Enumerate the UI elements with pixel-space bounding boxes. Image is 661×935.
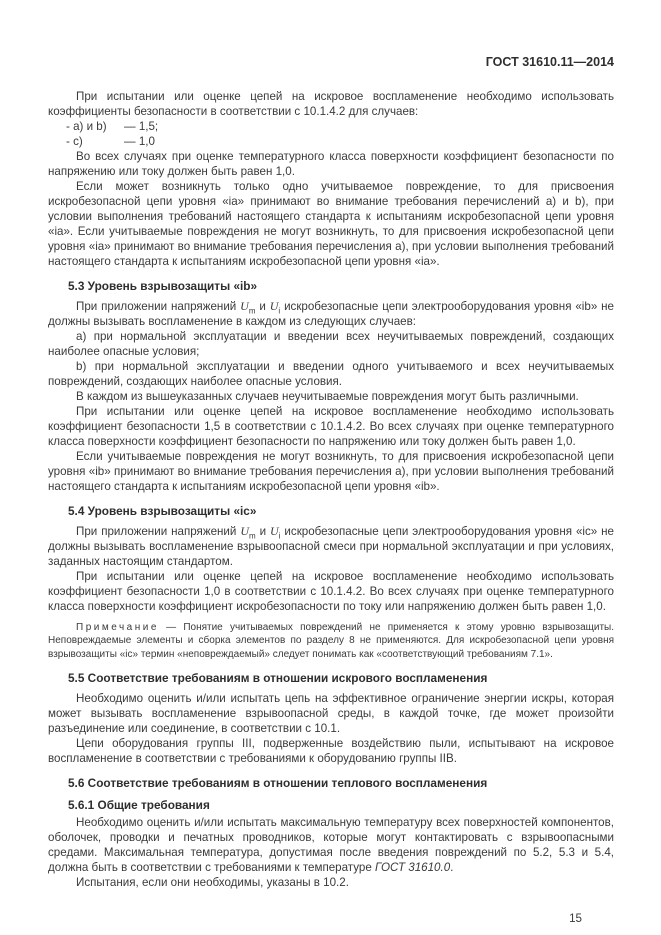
text-run: Если может возникнуть только одно учитываемое повреждение, то для присвоения искробезопасной цепи уровня «ia» принимают во внимание требования перечислений a) и b), при условии выполнения требований настоящего стандарта к испытаниям искробезопасной цепи уровня «ia». Если учитываемые повреждения не могут возникнуть, то для присвоения искробезопасной цепи уровня «ia» принимают во внимание требования перечисления a), при условии выполнения требований настоящего стандарта к испытаниям искробезопасной цепи уровня «ia». (48, 180, 614, 268)
formula-variable: $U_m$ (240, 524, 256, 541)
safety-factor-row (48, 134, 614, 149)
note-paragraph (48, 621, 614, 661)
section-heading: 5.6.1 Общие требования (68, 798, 210, 813)
paragraph (48, 389, 614, 404)
text-run: Во всех случаях при оценке температурного класса поверхности коэффициент безопасности по напряжению или току должен быть равен 1,0. (48, 150, 614, 178)
paragraph (48, 875, 614, 890)
text-run: Испытания, если они необходимы, указаны в 10.2. (76, 876, 349, 890)
list-item-label: - c) (66, 135, 83, 148)
text-run: и (255, 300, 270, 313)
paragraph (48, 691, 614, 736)
text-run: При приложении напряжений (76, 300, 241, 313)
text-run: При испытании или оценке цепей на искровое воспламенение необходимо использовать коэффициент безопасности 1,5 в соответствии с 10.1.4.2. Во всех случаях при оценке температурного класса поверхности коэффициент безопасности по напряжению или току должен быть равен 1,0. (48, 405, 614, 448)
paragraph (48, 299, 614, 329)
text-run: и (255, 525, 271, 538)
text-run: Необходимо оценить и/или испытать максимальную температуру всех поверхностей компонентов, оболочек, проводки и печатных проводников, которые могут контактировать с взрывоопасными средами. Максимальная температура, допустимая после введения повреждений по 5.2, 5.3 и 5.4, должна быть в соответствии с требованиями к температуре (48, 816, 614, 875)
text-run: a) при нормальной эксплуатации и введении всех неучитываемых повреждений, создающих наиболее опасные условия; (48, 330, 614, 358)
section-heading: 5.4 Уровень взрывозащиты «ic» (68, 504, 257, 518)
safety-factor-row (48, 119, 614, 134)
text-run: искробезопасные цепи электрооборудования уровня «ib» не должны вызывать воспламенение в каждом из следующих случаев: (48, 300, 615, 328)
text-run: Необходимо оценить и/или испытать цепь на эффективное ограничение энергии искры, которая может вызывать воспламенение взрывоопасной среды, в каждой точке, где может произойти разъединение или соединение, в соответствии с 10.1. (48, 692, 614, 736)
list-item-label: - a) и b) (66, 120, 107, 133)
paragraph (48, 569, 614, 614)
standard-code-header: ГОСТ 31610.11—2014 (485, 55, 614, 69)
paragraph (48, 815, 614, 875)
paragraph (48, 179, 614, 269)
text-run: Если учитываемые повреждения не могут возникнуть, то для присвоения искробезопасной цепи уровня «ib» принимают во внимание требования перечисления a), при условии выполнения требований настоящего стандарта к испытаниям искробезопасной цепи уровня «ib». (48, 450, 614, 493)
list-item-value: — 1,0 (124, 135, 155, 148)
document-body (48, 89, 614, 890)
paragraph (48, 449, 614, 494)
paragraph (48, 404, 614, 449)
section-heading: 5.3 Уровень взрывозащиты «ib» (68, 279, 258, 293)
formula-variable: $U_i$ (269, 299, 281, 316)
paragraph (48, 524, 614, 569)
list-item-value: — 1,5; (124, 120, 159, 133)
paragraph (48, 329, 614, 359)
paragraph (48, 149, 614, 179)
text-run: При испытании или оценке цепей на искровое воспламенение необходимо использовать коэффициенты безопасности в соответствии с 10.1.4.2 для случаев: (48, 90, 614, 118)
text-run: При испытании или оценке цепей на искровое воспламенение необходимо использовать коэффициент безопасности 1,0 в соответствии с 10.1.4.2. Во всех случаях при оценке температурного класса поверхности коэффициент искробезопасности по току или напряжению должен быть равен 1,0. (48, 570, 614, 613)
text-run: b) при нормальной эксплуатации и введении одного учитываемого и всех неучитываемых повреждений, создающих наиболее опасные условия. (48, 360, 614, 388)
section-heading: 5.6 Соответствие требованиям в отношении теплового воспламенения (68, 776, 488, 791)
text-run: искробезопасные цепи электрооборудования уровня «ic» не должны вызывать воспламенение взрывоопасной смеси при нормальной эксплуатации и при условиях, заданных настоящим стандартом. (48, 525, 615, 568)
text-run: В каждом из вышеуказанных случаев неучитываемые повреждения могут быть различными. (76, 390, 579, 403)
paragraph (48, 89, 614, 119)
section-heading: 5.5 Соответствие требованиям в отношении искрового воспламенения (68, 671, 488, 686)
paragraph (48, 736, 614, 766)
page-number: 15 (569, 912, 582, 926)
formula-variable: $U_i$ (270, 524, 281, 541)
text-run: Цепи оборудования группы III, подверженные воздействию пыли, испытывают на искровое воспламенение в соответствии с требованиями к оборудованию группы IIB. (48, 737, 614, 766)
text-run: При приложении напряжений (76, 525, 241, 538)
text-run: — Понятие учитываемых повреждений не применяется к этому уровню взрывозащиты. Неповреждаемые элементы и сборка элементов по разделу 8 не применяются. Для искробезопасной цепи уровня взрывозащиты «ic» термин «неповреждаемый» следует понимать как «соответствующий требованиям 7.1». (48, 622, 614, 660)
paragraph (48, 359, 614, 389)
formula-variable: $U_m$ (240, 299, 256, 316)
referenced-standard: ГОСТ 31610.0 (375, 861, 451, 875)
note-label: Примечание (76, 622, 159, 633)
text-run: . (450, 861, 454, 875)
